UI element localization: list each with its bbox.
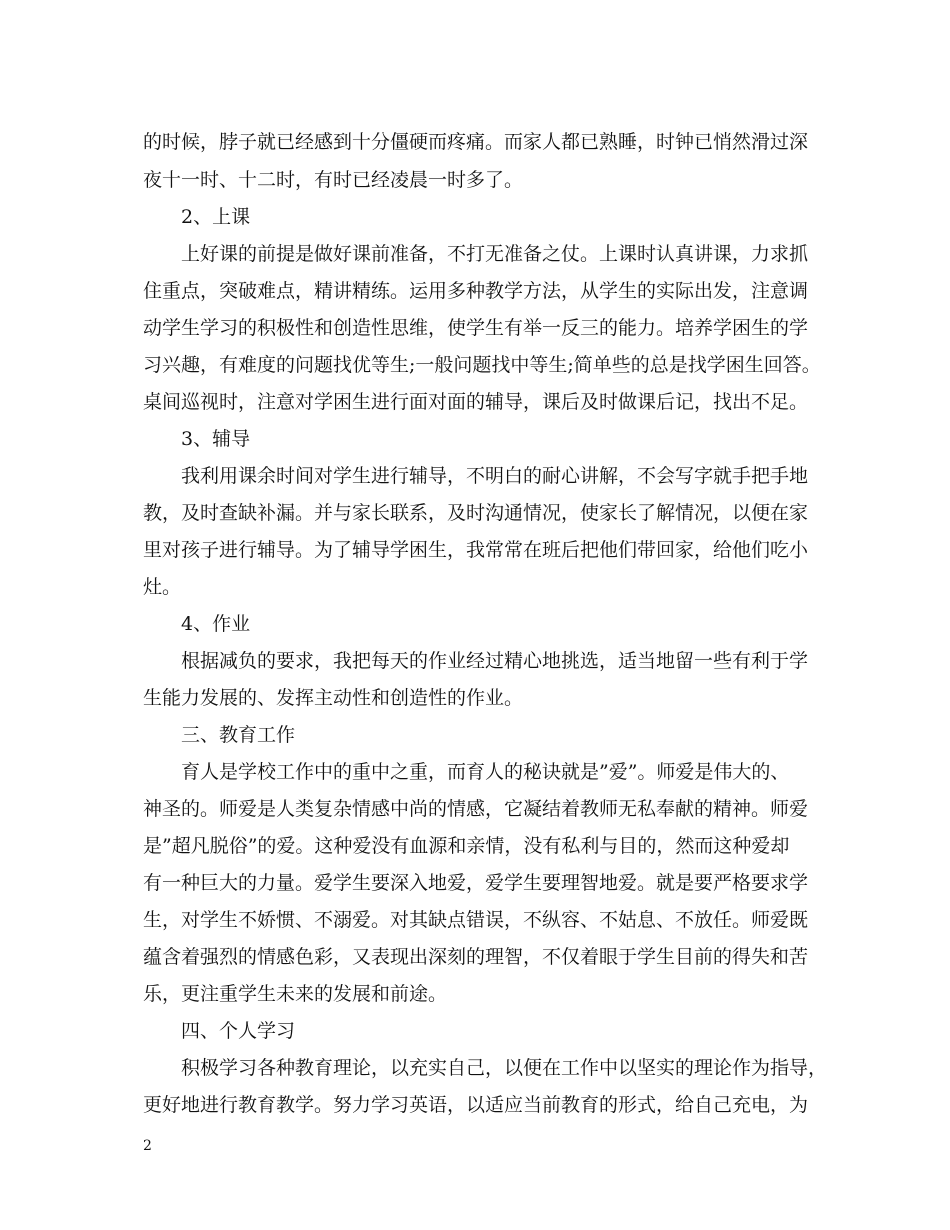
text-line-21: 有一种巨大的力量。爱学生要深入地爱，爱学生要理智地爱。就是要严格要求学	[143, 872, 809, 894]
section-heading-2: 2、上课	[181, 206, 251, 228]
text-line-22: 生，对学生不娇惯、不溺爱。对其缺点错误，不纵容、不姑息、不放任。师爱既	[143, 909, 809, 931]
text-line-10: 我利用课余时间对学生进行辅导，不明白的耐心讲解，不会写字就手把手地	[181, 465, 809, 487]
text-line-20: 是”超凡脱俗”的爱。这种爱没有血源和亲情，没有私利与目的，然而这种爱却	[143, 835, 790, 857]
text-line-7: 习兴趣，有难度的问题找优等生;一般问题找中等生;简单些的总是找学困生回答。	[143, 354, 821, 376]
text-line-19: 神圣的。师爱是人类复杂情感中尚的情感，它凝结着教师无私奉献的精神。师爱	[143, 798, 809, 820]
text-line-26: 积极学习各种教育理论，以充实自己，以便在工作中以坚实的理论作为指导，	[181, 1057, 828, 1079]
section-heading-3: 3、辅导	[181, 428, 251, 450]
text-line-13: 灶。	[143, 576, 182, 598]
section-heading-personal-study: 四、个人学习	[181, 1020, 296, 1042]
text-line-12: 里对孩子进行辅导。为了辅导学困生，我常常在班后把他们带回家，给他们吃小	[143, 539, 809, 561]
text-line-27: 更好地进行教育教学。努力学习英语，以适应当前教育的形式，给自己充电，为	[143, 1094, 809, 1116]
text-line-24: 乐，更注重学生未来的发展和前途。	[143, 983, 448, 1005]
section-heading-education: 三、教育工作	[181, 724, 296, 746]
text-line-2: 夜十一时、十二时，有时已经凌晨一时多了。	[143, 169, 524, 191]
text-line-18: 育人是学校工作中的重中之重，而育人的秘诀就是”爱”。师爱是伟大的、	[181, 761, 790, 783]
text-line-1: 的时候，脖子就已经感到十分僵硬而疼痛。而家人都已熟睡，时钟已悄然滑过深	[143, 131, 809, 153]
text-line-15: 根据减负的要求，我把每天的作业经过精心地挑选，适当地留一些有利于学	[181, 650, 809, 672]
text-line-5: 住重点，突破难点，精讲精练。运用多种教学方法，从学生的实际出发，注意调	[143, 280, 809, 302]
text-line-11: 教，及时查缺补漏。并与家长联系，及时沟通情况，使家长了解情况，以便在家	[143, 502, 809, 524]
text-line-4: 上好课的前提是做好课前准备，不打无准备之仗。上课时认真讲课，力求抓	[181, 243, 809, 265]
text-line-8: 桌间巡视时，注意对学困生进行面对面的辅导，课后及时做课后记，找出不足。	[143, 391, 809, 413]
text-line-23: 蕴含着强烈的情感色彩，又表现出深刻的理智，不仅着眼于学生目前的得失和苦	[143, 946, 809, 968]
section-heading-4: 4、作业	[181, 613, 251, 635]
text-line-6: 动学生学习的积极性和创造性思维，使学生有举一反三的能力。培养学困生的学	[143, 317, 809, 339]
text-line-16: 生能力发展的、发挥主动性和创造性的作业。	[143, 687, 524, 709]
page-number: 2	[143, 1138, 152, 1154]
